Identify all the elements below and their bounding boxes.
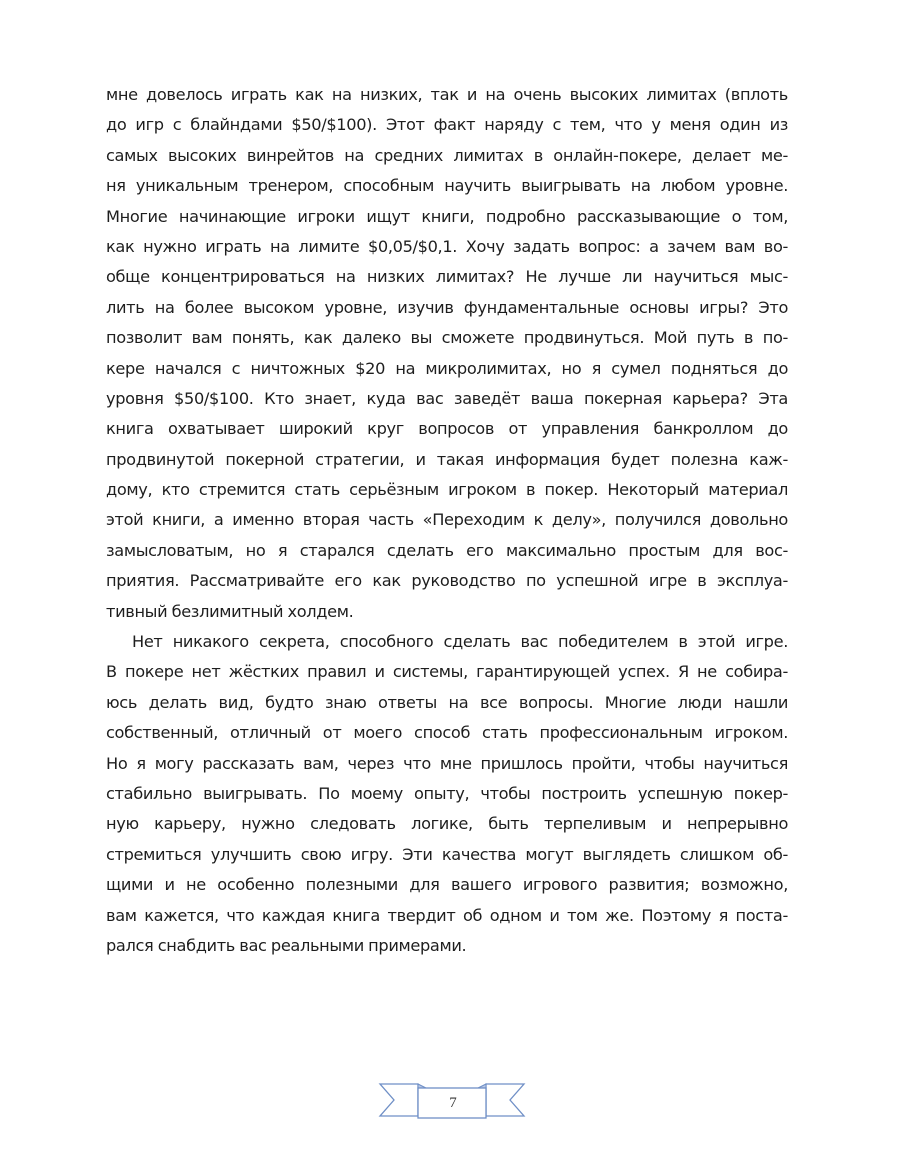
paragraph-2 (106, 627, 788, 961)
text-line: Многие начинающие игроки ищут книги, подробно рассказывающие о том, (106, 206, 788, 226)
body-text (106, 80, 788, 961)
text-line: самых высоких винрейтов на средних лимитах в онлайн-покере, делает ме- (106, 145, 788, 165)
text-line: как нужно играть на лимите $0,05/$0,1. Хочу задать вопрос: а зачем вам во- (106, 236, 788, 256)
text-line: позволит вам понять, как далеко вы сможете продвинуться. Мой путь в по- (106, 328, 788, 348)
text-line: Нет никакого секрета, способного сделать вас победителем в этой игре. (132, 632, 788, 652)
text-line: ня уникальным тренером, способным научить выигрывать на любом уровне. (106, 176, 788, 196)
text-line: В покере нет жёстких правил и системы, гарантирующей успех. Я не собира- (106, 662, 788, 682)
text-line: обще концентрироваться на низких лимитах? Не лучше ли научиться мыс- (106, 267, 788, 287)
text-line: вам кажется, что каждая книга твердит об одном и том же. Поэтому я поста- (106, 905, 788, 925)
text-line: кере начался с ничтожных $20 на микролимитах, но я сумел подняться до (106, 358, 788, 378)
text-line: собственный, отличный от моего способ стать профессиональным игроком. (106, 723, 788, 743)
text-line: книга охватывает широкий круг вопросов от управления банкроллом до (106, 419, 788, 439)
ribbon-left-tail (380, 1084, 418, 1116)
ribbon-right-tail (486, 1084, 524, 1116)
text-line: рался снабдить вас реальными примерами. (106, 935, 467, 955)
text-line: тивный безлимитный холдем. (106, 601, 354, 621)
paragraph-1 (106, 80, 788, 627)
text-line: замысловатым, но я старался сделать его максимально простым для вос- (106, 540, 788, 560)
text-line: Но я могу рассказать вам, через что мне пришлось пройти, чтобы научиться (106, 753, 788, 773)
text-line: стремиться улучшить свою игру. Эти качества могут выглядеть слишком об- (106, 844, 788, 864)
text-line: мне довелось играть как на низких, так и на очень высоких лимитах (вплоть (106, 85, 788, 104)
page-number: 7 (449, 1095, 457, 1111)
text-line: до игр с блайндами $50/$100). Этот факт наряду с тем, что у меня один из (106, 115, 788, 135)
text-line: уровня $50/$100. Кто знает, куда вас заведёт ваша покерная карьера? Эта (106, 388, 788, 408)
text-line: юсь делать вид, будто знаю ответы на все вопросы. Многие люди нашли (106, 692, 788, 712)
text-line: лить на более высоком уровне, изучив фундаментальные основы игры? Это (106, 297, 788, 317)
text-line: щими и не особенно полезными для вашего игрового развития; возможно, (106, 875, 788, 895)
text-line: ную карьеру, нужно следовать логике, быть терпеливым и непрерывно (106, 814, 788, 834)
text-line: продвинутой покерной стратегии, и такая информация будет полезна каж- (106, 449, 788, 469)
text-line: стабильно выигрывать. По моему опыту, чтобы построить успешную покер- (106, 783, 788, 803)
text-line: приятия. Рассматривайте его как руководство по успешной игре в эксплуа- (106, 571, 788, 591)
text-line: этой книги, а именно вторая часть «Переходим к делу», получился довольно (106, 510, 788, 530)
text-line: дому, кто стремится стать серьёзным игроком в покер. Некоторый материал (106, 480, 788, 500)
